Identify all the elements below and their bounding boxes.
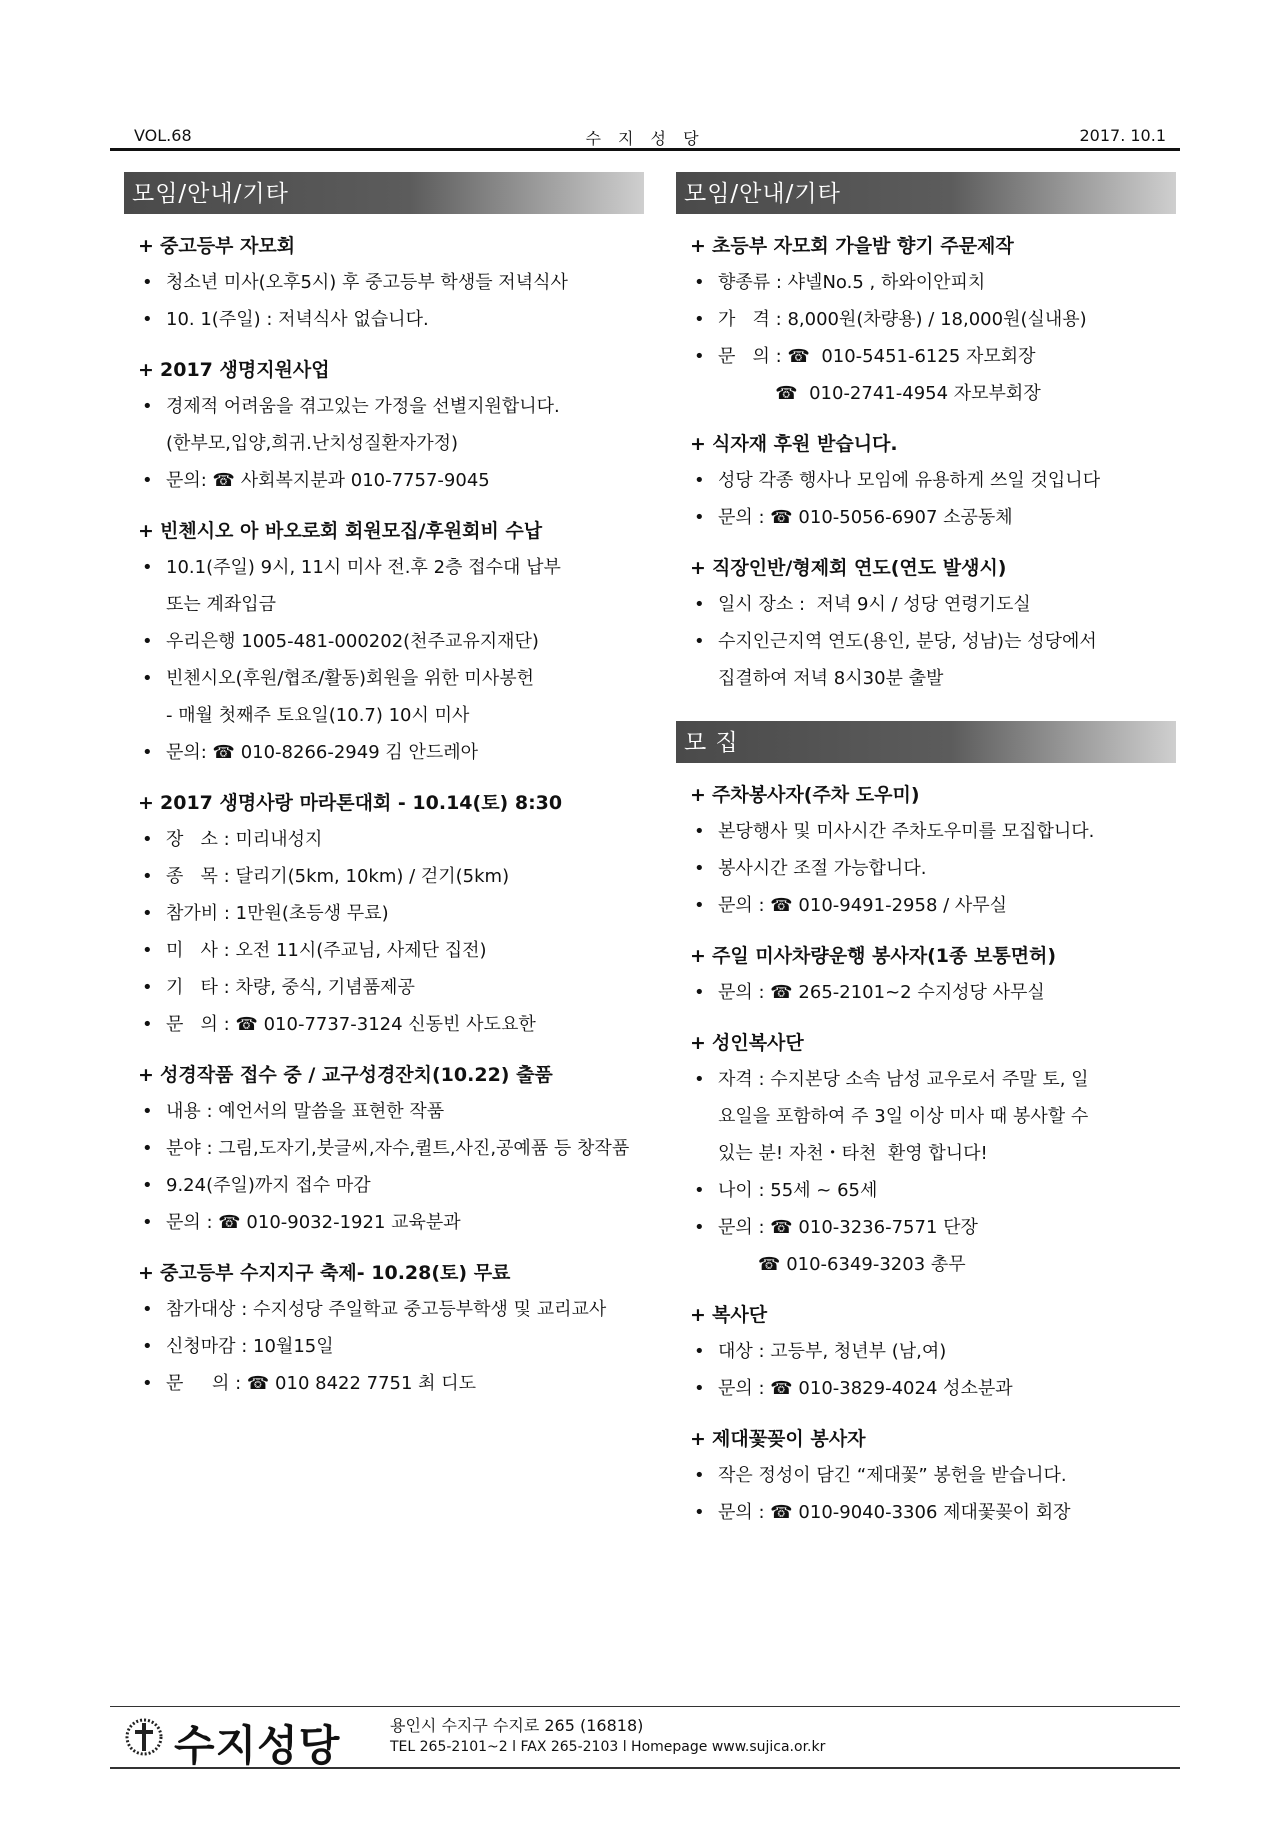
cross-icon: + (690, 945, 706, 967)
bullet: • (694, 982, 705, 1003)
notice-line (676, 660, 1176, 697)
bullet: • (694, 858, 705, 879)
notice-title-text: 제대꽃꽂이 봉사자 (712, 1428, 866, 1450)
notice-line (124, 734, 644, 771)
notice-line-text: 문의 : ☎ 010-5056-6907 소공동체 (718, 507, 1013, 528)
header-title: 수 지 성 당 (585, 129, 705, 148)
notice-line-text: 본당행사 및 미사시간 주차도우미를 모집합니다. (718, 821, 1095, 842)
cross-icon: + (690, 1032, 706, 1054)
bullet: • (142, 557, 153, 578)
notice-title-text: 2017 생명사랑 마라톤대회 - 10.14(토) 8:30 (160, 792, 563, 814)
notice-section (124, 513, 644, 771)
notice-line (676, 375, 1176, 412)
notice-title-text: 복사단 (712, 1304, 768, 1326)
notice-title-text: 식자재 후원 받습니다. (712, 433, 898, 455)
notice-line-text: 문의 : ☎ 265-2101~2 수지성당 사무실 (718, 982, 1045, 1003)
notice-line (124, 1167, 644, 1204)
bullet: • (142, 977, 153, 998)
notice-title-text: 주일 미사차량운행 봉사자(1종 보통면허) (712, 945, 1057, 967)
bullet: • (142, 470, 153, 491)
notice-line (124, 425, 644, 462)
notice-line-text: 문의 : ☎ 010-9040-3306 제대꽃꽂이 회장 (718, 1502, 1071, 1523)
notice-section (676, 1025, 1176, 1283)
notice-title (676, 1421, 1176, 1457)
notice-line (676, 1457, 1176, 1494)
notice-line-text: 집결하여 저녁 8시30분 출발 (718, 668, 944, 689)
church-logo-icon (124, 1717, 164, 1757)
notice-line (124, 932, 644, 969)
bullet: • (694, 507, 705, 528)
notice-line-text: 신청마감 : 10월15일 (166, 1336, 334, 1357)
notice-line-text: (한부모,입양,희귀.난치성질환자가정) (166, 433, 459, 454)
notice-section (676, 228, 1176, 412)
right-section-bar: 모임/안내/기타 (676, 172, 1176, 214)
notice-line (124, 549, 644, 586)
notice-line (124, 895, 644, 932)
notice-title (676, 938, 1176, 974)
notice-section (676, 1297, 1176, 1407)
notice-line (676, 1172, 1176, 1209)
notice-line-text: 작은 정성이 담긴 “제대꽃” 봉헌을 받습니다. (718, 1465, 1067, 1486)
notice-line-text: ☎ 010-6349-3203 총무 (718, 1254, 966, 1275)
notice-line-text: 종 목 : 달리기(5km, 10km) / 걷기(5km) (166, 866, 510, 887)
notice-line (676, 887, 1176, 924)
notice-line (676, 264, 1176, 301)
notice-line (124, 697, 644, 734)
page-footer (110, 1706, 1180, 1769)
bullet: • (142, 272, 153, 293)
notice-line-text: 10. 1(주일) : 저녁식사 없습니다. (166, 309, 429, 330)
left-column (124, 172, 644, 1402)
notice-title-text: 성경작품 접수 중 / 교구성경잔치(10.22) 출품 (160, 1064, 553, 1086)
notice-line (124, 623, 644, 660)
bullet: • (694, 1217, 705, 1238)
cross-icon: + (690, 1428, 706, 1450)
notice-title-text: 2017 생명지원사업 (160, 359, 330, 381)
notice-line-text: 경제적 어려움을 겪고있는 가정을 선별지원합니다. (166, 396, 560, 417)
notice-line (676, 850, 1176, 887)
notice-line (676, 1333, 1176, 1370)
notice-line-text: 10.1(주일) 9시, 11시 미사 전.후 2층 접수대 납부 (166, 557, 561, 578)
notice-title-text: 주차봉사자(주차 도우미) (712, 784, 920, 806)
notice-line-text: 문 의 : ☎ 010-7737-3124 신동빈 사도요한 (166, 1014, 536, 1035)
notice-title (124, 1057, 644, 1093)
notice-line (676, 623, 1176, 660)
bullet: • (694, 346, 705, 367)
notice-title-text: 중고등부 자모회 (160, 235, 296, 257)
notice-line-text: 요일을 포함하여 주 3일 이상 미사 때 봉사할 수 (718, 1106, 1089, 1127)
bullet: • (142, 1336, 153, 1357)
notice-line (124, 462, 644, 499)
cross-icon: + (138, 520, 154, 542)
bullet: • (142, 866, 153, 887)
notice-title (676, 550, 1176, 586)
notice-line-text: 미 사 : 오전 11시(주교님, 사제단 집전) (166, 940, 487, 961)
bullet: • (142, 742, 153, 763)
bullet: • (694, 272, 705, 293)
notice-title-text: 직장인반/형제회 연도(연도 발생시) (712, 557, 1007, 579)
cross-icon: + (138, 359, 154, 381)
notice-line-text: 문의 : ☎ 010-3829-4024 성소분과 (718, 1378, 1013, 1399)
notice-line (676, 1494, 1176, 1531)
parish-address: 용인시 수지구 수지로 265 (16818) (390, 1716, 644, 1735)
notice-title-text: 초등부 자모회 가을밤 향기 주문제작 (712, 235, 1014, 257)
notice-line-text: 내용 : 예언서의 말씀을 표현한 작품 (166, 1101, 445, 1122)
notice-line (676, 462, 1176, 499)
notice-line-text: - 매월 첫째주 토요일(10.7) 10시 미사 (166, 705, 470, 726)
notice-section (124, 352, 644, 499)
notice-line-text: 봉사시간 조절 가능합니다. (718, 858, 927, 879)
notice-line (676, 1098, 1176, 1135)
notice-section (124, 785, 644, 1043)
notice-line (124, 1130, 644, 1167)
notice-title (676, 1025, 1176, 1061)
notice-line (676, 1370, 1176, 1407)
notice-line (676, 301, 1176, 338)
bullet: • (694, 1180, 705, 1201)
notice-line (124, 1365, 644, 1402)
cross-icon: + (138, 1262, 154, 1284)
notice-line (676, 1209, 1176, 1246)
notice-line-text: 문의 : ☎ 010-9032-1921 교육분과 (166, 1212, 461, 1233)
cross-icon: + (690, 1304, 706, 1326)
recruit-section-bar: 모 집 (676, 721, 1176, 763)
notice-title (124, 352, 644, 388)
notice-line (676, 1061, 1176, 1098)
notice-line-text: 9.24(주일)까지 접수 마감 (166, 1175, 371, 1196)
notice-line-text: 분야 : 그림,도자기,붓글씨,자수,퀼트,사진,공예품 등 창작품 (166, 1138, 630, 1159)
notice-line (676, 338, 1176, 375)
notice-line (124, 1093, 644, 1130)
notice-line-text: 청소년 미사(오후5시) 후 중고등부 학생들 저녁식사 (166, 272, 568, 293)
notice-section (124, 1255, 644, 1402)
notice-title (124, 513, 644, 549)
cross-icon: + (690, 235, 706, 257)
bullet: • (142, 829, 153, 850)
bullet: • (694, 1378, 705, 1399)
notice-line (124, 586, 644, 623)
notice-title (124, 785, 644, 821)
bullet: • (694, 631, 705, 652)
notice-section (676, 777, 1176, 924)
notice-title-text: 성인복사단 (712, 1032, 804, 1054)
notice-line-text: 나이 : 55세 ~ 65세 (718, 1180, 878, 1201)
notice-line (124, 1291, 644, 1328)
bullet: • (694, 309, 705, 330)
notice-line-text: 일시 장소 : 저녁 9시 / 성당 연령기도실 (718, 594, 1031, 615)
notice-section (124, 228, 644, 338)
notice-section (676, 938, 1176, 1011)
notice-title (676, 426, 1176, 462)
bullet: • (694, 594, 705, 615)
notice-line (676, 586, 1176, 623)
notice-section (676, 550, 1176, 697)
notice-line-text: 빈첸시오(후원/협조/활동)회원을 위한 미사봉헌 (166, 668, 534, 689)
page-header (110, 124, 1180, 151)
notice-line-text: 참가비 : 1만원(초등생 무료) (166, 903, 389, 924)
notice-line-text: ☎ 010-2741-4954 자모부회장 (718, 383, 1041, 404)
bullet: • (142, 1212, 153, 1233)
notice-line (124, 821, 644, 858)
notice-line-text: 수지인근지역 연도(용인, 분당, 성남)는 성당에서 (718, 631, 1097, 652)
cross-icon: + (690, 784, 706, 806)
notice-line-text: 가 격 : 8,000원(차량용) / 18,000원(실내용) (718, 309, 1087, 330)
cross-icon: + (690, 433, 706, 455)
notice-line (124, 301, 644, 338)
notice-title (124, 228, 644, 264)
bullet: • (142, 1101, 153, 1122)
notice-line-text: 자격 : 수지본당 소속 남성 교우로서 주말 토, 일 (718, 1069, 1089, 1090)
bullet: • (694, 470, 705, 491)
bullet: • (142, 1138, 153, 1159)
notice-line-text: 참가대상 : 수지성당 주일학교 중고등부학생 및 교리교사 (166, 1299, 607, 1320)
notice-line-text: 문 의 : ☎ 010-5451-6125 자모회장 (718, 346, 1036, 367)
right-column (676, 172, 1176, 1531)
left-section-bar: 모임/안내/기타 (124, 172, 644, 214)
volume-label: VOL.68 (134, 126, 192, 145)
notice-line (676, 974, 1176, 1011)
bullet: • (142, 1299, 153, 1320)
notice-line-text: 성당 각종 행사나 모임에 유용하게 쓰일 것입니다 (718, 470, 1101, 491)
notice-line-text: 향종류 : 샤넬No.5 , 하와이안피치 (718, 272, 986, 293)
notice-section (676, 426, 1176, 536)
notice-line (676, 1246, 1176, 1283)
cross-icon: + (138, 1064, 154, 1086)
notice-line (124, 264, 644, 301)
notice-line-text: 대상 : 고등부, 청년부 (남,여) (718, 1341, 947, 1362)
notice-line (124, 1204, 644, 1241)
notice-section (124, 1057, 644, 1241)
bullet: • (142, 1175, 153, 1196)
notice-line-text: 또는 계좌입금 (166, 594, 277, 615)
notice-title (676, 1297, 1176, 1333)
notice-line (124, 388, 644, 425)
notice-title (124, 1255, 644, 1291)
bullet: • (142, 309, 153, 330)
bullet: • (694, 821, 705, 842)
notice-line-text: 기 타 : 차량, 중식, 기념품제공 (166, 977, 415, 998)
notice-line-text: 문의: ☎ 010-8266-2949 김 안드레아 (166, 742, 479, 763)
notice-line-text: 문의: ☎ 사회복지분과 010-7757-9045 (166, 470, 490, 491)
cross-icon: + (690, 557, 706, 579)
bullet: • (694, 895, 705, 916)
notice-line-text: 문 의 : ☎ 010 8422 7751 최 디도 (166, 1373, 477, 1394)
notice-section (676, 1421, 1176, 1531)
notice-line-text: 문의 : ☎ 010-3236-7571 단장 (718, 1217, 978, 1238)
bullet: • (142, 396, 153, 417)
bullet: • (142, 631, 153, 652)
notice-line-text: 문의 : ☎ 010-9491-2958 / 사무실 (718, 895, 1008, 916)
notice-line (676, 1135, 1176, 1172)
notice-line (124, 1006, 644, 1043)
parish-contact: TEL 265-2101~2 l FAX 265-2103 l Homepage www.sujica.or.kr (390, 1739, 826, 1755)
bullet: • (142, 940, 153, 961)
notice-line (124, 858, 644, 895)
notice-title (676, 228, 1176, 264)
bullet: • (694, 1069, 705, 1090)
notice-line (676, 499, 1176, 536)
bullet: • (694, 1465, 705, 1486)
notice-title (676, 777, 1176, 813)
cross-icon: + (138, 235, 154, 257)
notice-line (124, 1328, 644, 1365)
bullet: • (142, 668, 153, 689)
parish-logo-text: 수지성당 (174, 1721, 341, 1770)
bullet: • (142, 1373, 153, 1394)
bullet: • (694, 1341, 705, 1362)
notice-line (124, 969, 644, 1006)
issue-date: 2017. 10.1 (1079, 126, 1166, 145)
notice-line-text: 우리은행 1005-481-000202(천주교유지재단) (166, 631, 539, 652)
notice-line-text: 있는 분! 자천・타천 환영 합니다! (718, 1143, 988, 1164)
notice-title-text: 빈첸시오 아 바오로회 회원모집/후원회비 수납 (160, 520, 543, 542)
notice-line (676, 813, 1176, 850)
bullet: • (142, 903, 153, 924)
cross-icon: + (138, 792, 154, 814)
notice-line-text: 장 소 : 미리내성지 (166, 829, 323, 850)
bullet: • (142, 1014, 153, 1035)
notice-line (124, 660, 644, 697)
notice-title-text: 중고등부 수지지구 축제- 10.28(토) 무료 (160, 1262, 511, 1284)
bullet: • (694, 1502, 705, 1523)
